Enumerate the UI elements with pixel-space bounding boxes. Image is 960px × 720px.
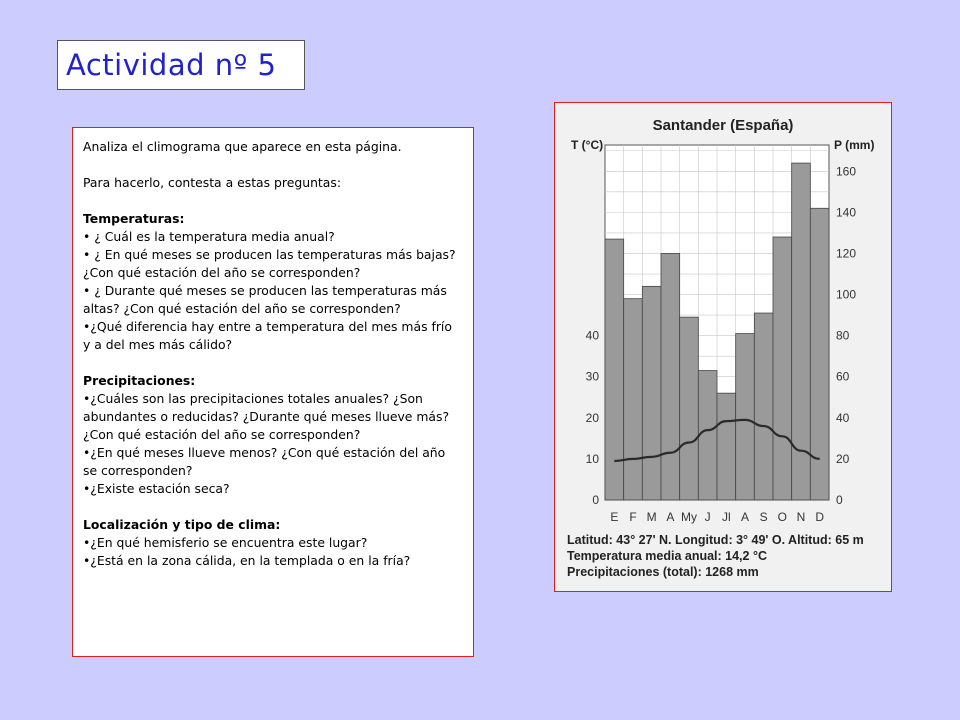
y-right-tick-label: 160	[836, 164, 857, 179]
precip-bar	[624, 299, 643, 500]
y-right-tick-label: 0	[836, 493, 843, 507]
section-location	[83, 516, 463, 570]
section-heading: Precipitaciones:	[83, 373, 196, 388]
precip-bar	[717, 393, 736, 500]
x-tick-label: D	[815, 510, 825, 524]
precip-bar	[642, 286, 661, 500]
intro-text: Analiza el climograma que aparece en esta página.	[83, 139, 402, 154]
question-item: • ¿ Cuál es la temperatura media anual?	[83, 229, 335, 244]
info-precipitation: Precipitaciones (total): 1268 mm	[567, 565, 759, 579]
y-left-tick-label: 30	[585, 369, 599, 384]
climograph-chart	[555, 103, 891, 533]
x-tick-label: N	[796, 510, 806, 524]
question-item: • ¿ En qué meses se producen las temperaturas más bajas? ¿Con qué estación del año se corresponden?	[83, 247, 456, 280]
precip-bar	[661, 253, 680, 500]
y-right-tick-label: 40	[836, 410, 850, 425]
y-right-label: P (mm)	[834, 138, 875, 152]
question-item: •¿Qué diferencia hay entre a temperatura del mes más frío y a del mes más cálido?	[83, 319, 452, 352]
y-right-tick-label: 60	[836, 369, 850, 384]
x-tick-label: My	[681, 510, 697, 524]
x-tick-label: F	[629, 510, 637, 524]
x-tick-label: E	[610, 510, 619, 524]
precip-bar	[773, 237, 792, 500]
section-precipitation	[83, 372, 463, 498]
question-item: •¿Está en la zona cálida, en la templada o en la fría?	[83, 553, 411, 568]
y-left-tick-label: 40	[585, 328, 599, 343]
y-left-label: T (°C)	[571, 138, 604, 152]
section-heading: Temperaturas:	[83, 211, 185, 226]
y-right-tick-label: 80	[836, 328, 850, 343]
precip-bar	[736, 334, 755, 500]
precip-bar	[680, 317, 699, 500]
x-tick-label: O	[777, 510, 788, 524]
precip-bar	[698, 371, 717, 500]
x-tick-label: A	[666, 510, 675, 524]
question-item: •¿En qué meses llueve menos? ¿Con qué estación del año se corresponden?	[83, 445, 446, 478]
slide-title-box	[57, 40, 305, 90]
climograph-panel	[554, 102, 892, 592]
question-item: •¿En qué hemisferio se encuentra este lugar?	[83, 535, 368, 550]
precip-bar	[792, 163, 811, 500]
y-left-tick-label: 0	[592, 493, 599, 507]
info-temperature: Temperatura media anual: 14,2 °C	[567, 549, 767, 563]
x-tick-label: M	[646, 510, 657, 524]
y-right-tick-label: 120	[836, 246, 857, 261]
y-left-tick-label: 10	[585, 451, 599, 466]
chart-title: Santander (España)	[652, 117, 794, 134]
section-heading: Localización y tipo de clima:	[83, 517, 281, 532]
x-tick-label: Jl	[721, 510, 731, 524]
question-item: •¿Existe estación seca?	[83, 481, 230, 496]
instructions-text: Para hacerlo, contesta a estas preguntas:	[83, 175, 342, 190]
question-item: •¿Cuáles son las precipitaciones totales anuales? ¿Son abundantes o reducidas? ¿Durante qué meses llueve más? ¿Con qué estación del año se corresponden?	[83, 391, 450, 442]
x-tick-label: S	[759, 510, 768, 524]
precip-bar	[754, 313, 773, 500]
x-tick-label: J	[704, 510, 711, 524]
activity-text-box	[72, 127, 474, 657]
x-tick-label: A	[740, 510, 750, 524]
y-right-tick-label: 20	[836, 451, 850, 466]
slide-title: Actividad nº 5	[66, 48, 277, 82]
y-right-tick-label: 100	[836, 287, 857, 302]
info-location: Latitud: 43° 27' N. Longitud: 3° 49' O. Altitud: 65 m	[567, 533, 864, 547]
y-left-tick-label: 20	[585, 410, 599, 425]
question-item: • ¿ Durante qué meses se producen las temperaturas más altas? ¿Con qué estación del año se corresponden?	[83, 283, 447, 316]
y-right-tick-label: 140	[836, 205, 857, 220]
section-temperatures	[83, 210, 463, 354]
